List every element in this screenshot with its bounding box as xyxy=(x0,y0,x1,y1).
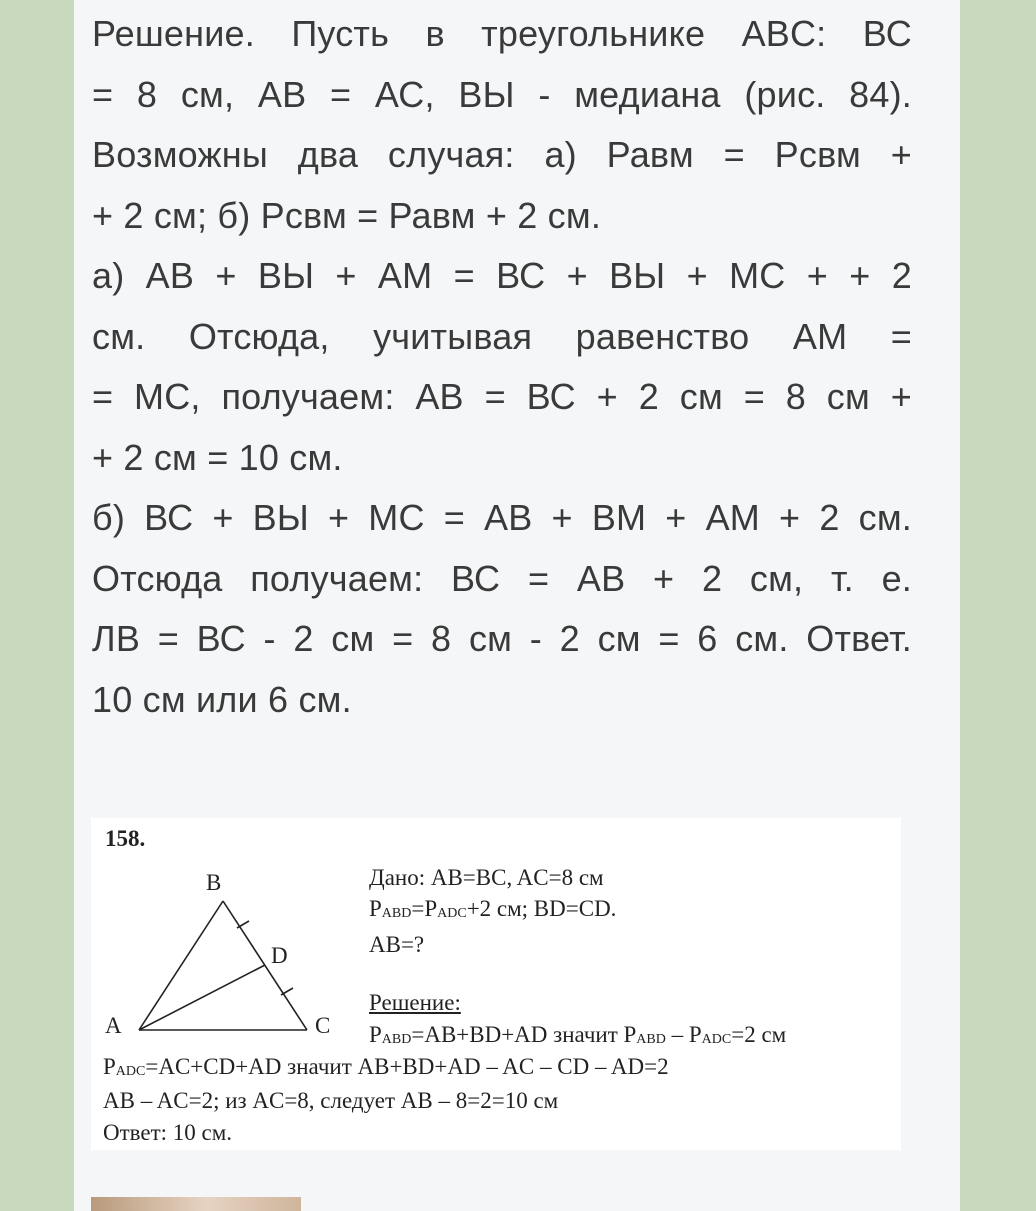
solution-line: $P_{ADC}=AC+CD+AD$ значит AB+BD+AD – AC – CD – AD=2 xyxy=(103,1054,669,1079)
answer-line: Возможны два случая: а) Равм = Рсвм + xyxy=(92,134,912,175)
answer-line: Решение. Пусть в треугольнике ABC: ВС xyxy=(92,13,912,54)
answer-line: = 8 см, АВ = АС, ВЫ - медиана (рис. 84). xyxy=(92,73,912,115)
answer-line: + 2 см; б) Рсвм = Равм + 2 см. xyxy=(92,194,602,236)
answer-line: + 2 см = 10 см. xyxy=(92,436,343,478)
left-margin xyxy=(0,0,74,1211)
next-image-thumbnail[interactable] xyxy=(91,1197,301,1211)
vertex-c-label: C xyxy=(315,1013,331,1038)
vertex-a-label: A xyxy=(105,1013,122,1038)
given-line: Дано: AB=BC, AC=8 см xyxy=(369,865,604,890)
answer-line: 10 см или 6 см. xyxy=(92,678,352,720)
vertex-d-label: D xyxy=(271,943,288,968)
answer-line: Отсюда получаем: ВС = АВ + 2 см, т. е. xyxy=(92,557,912,599)
answer-line: б) ВС + ВЫ + МС = АВ + ВМ + AM + 2 см. xyxy=(92,497,912,538)
answer-line: а) АВ + ВЫ + AM = ВС + ВЫ + МС + + 2 xyxy=(92,255,912,296)
answer-card xyxy=(74,0,960,1211)
given-line: $P_{ABD}=P_{ADC}+2$ см; BD=CD. xyxy=(369,896,617,921)
vertex-b-label: B xyxy=(206,870,222,895)
answer-line: ЛВ = ВС - 2 см = 8 см - 2 см = 6 см. Ответ. xyxy=(92,618,912,659)
given-line: AB=? xyxy=(369,932,425,957)
answer-line: см. Отсюда, учитывая равенство AM = xyxy=(92,315,912,357)
textbook-scan-image[interactable] xyxy=(91,818,901,1150)
solution-line: $P_{ABD}=AB+BD+AD$ значит $P_{ABD} - P_{ADC}=2$ см xyxy=(369,1022,787,1047)
solution-heading: Решение: xyxy=(369,990,461,1015)
answer-text xyxy=(92,4,912,730)
answer-line: = МС, получаем: АВ = ВС + 2 см = 8 см + xyxy=(92,376,912,417)
given-block xyxy=(369,862,616,960)
problem-number: 158. xyxy=(105,826,146,851)
solution-answer: Ответ: 10 см. xyxy=(103,1120,233,1145)
solution-line: AB – AC=2; из AC=8, следует AB – 8=2=10 см xyxy=(103,1088,559,1113)
right-margin xyxy=(960,0,1036,1211)
